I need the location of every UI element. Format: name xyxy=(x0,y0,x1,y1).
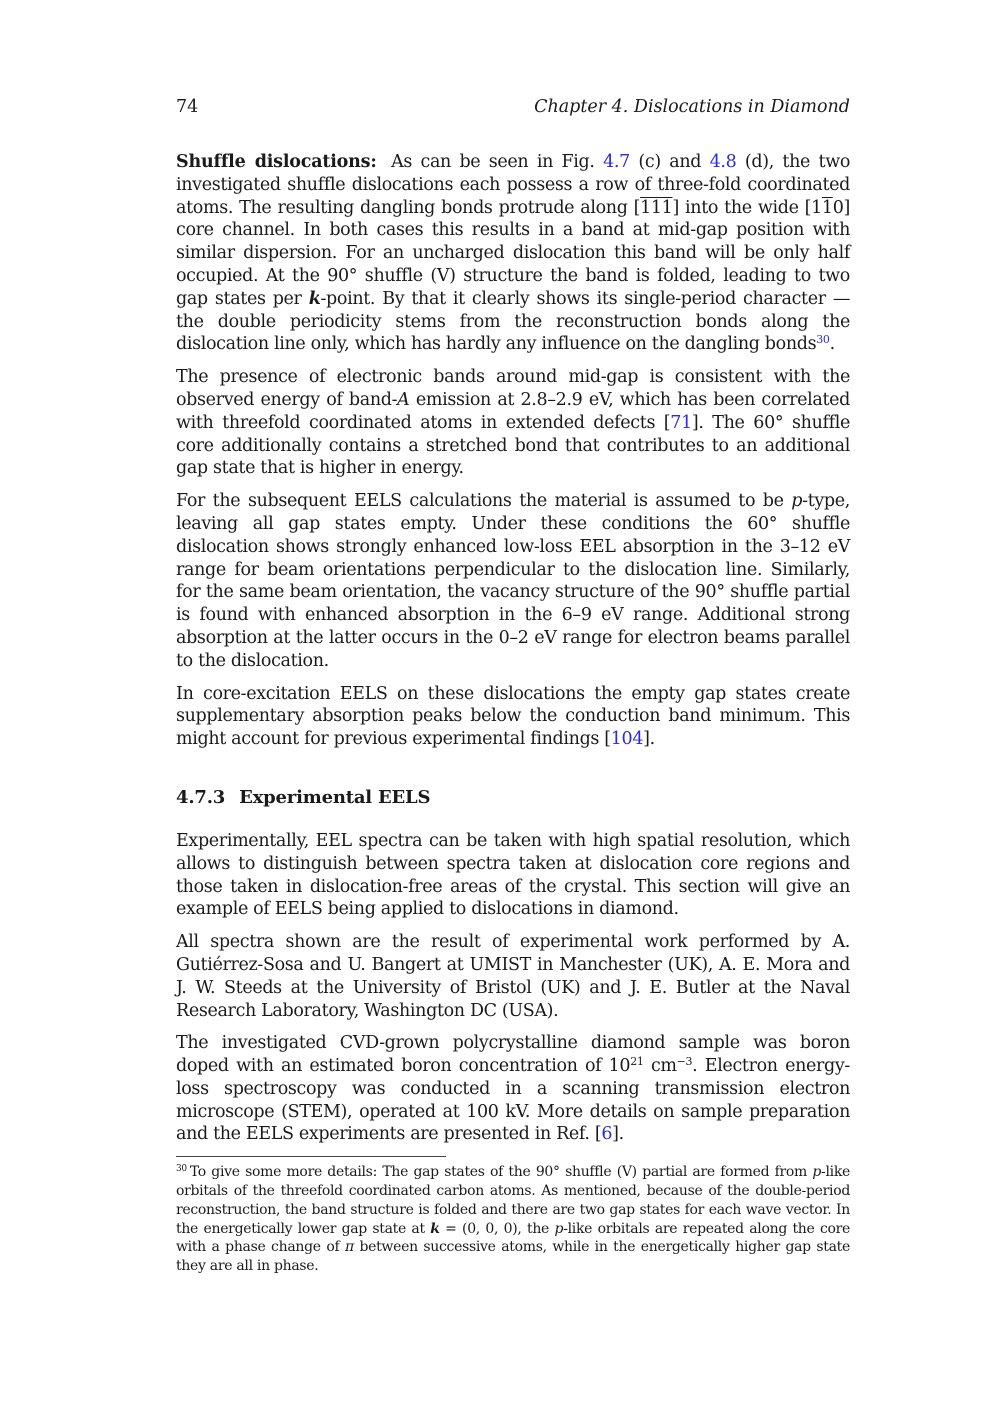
text-run: ]. xyxy=(612,1124,624,1145)
footnote-link-30[interactable]: 30 xyxy=(816,333,830,347)
miller-index-111: 111 xyxy=(640,197,673,218)
figure-link-4-8[interactable]: 4.8 xyxy=(709,152,737,172)
section-number: 4.7.3 xyxy=(176,786,226,808)
running-header xyxy=(176,97,850,127)
footnote-mark: 30 xyxy=(176,1164,187,1175)
citation-link-104[interactable]: 104 xyxy=(610,729,644,750)
text-run: (d), the two investigated shuffle dislocations each possess a row of three-fold coordinated atoms. The resulting dangling bonds protrude along [ xyxy=(176,152,851,218)
k-vector-symbol: k xyxy=(430,1220,440,1237)
p-type-symbol: p xyxy=(791,491,803,512)
text-run: ] into the wide [1 xyxy=(672,197,822,218)
pi-symbol: π xyxy=(344,1239,354,1256)
page-number: 74 xyxy=(176,97,199,117)
paragraph-eels-calculations xyxy=(176,490,850,672)
text-run: In core-excitation EELS on these dislocations the empty gap states create supplementary absorption peaks below the conduction band minimum. This might account for previous experimental findings [ xyxy=(176,683,850,750)
text-run: . Electron energy-loss spectroscopy was conducted in a scanning transmission electron microscope (STEM), operated at 100 kV. More details on sample preparation and the EELS experiments are presented in Ref. [ xyxy=(176,1056,850,1145)
paragraph-core-excitation xyxy=(176,683,850,751)
text-run: -type, leaving all gap states empty. Under these conditions the 60° shuffle dislocation shows strongly enhanced low-loss EEL absorption in the 3–12 eV range for beam orientations perpendicular to the dislocation line. Similarly, for the same beam orientation, the vacancy structure of the 90° shuffle partial is found with enhanced absorption in the 6–9 eV range. Additional strong absorption at the latter occurs in the 0–2 eV range for electron beams parallel to the dislocation. xyxy=(176,491,850,671)
text-run: between successive atoms, while in the energetically higher gap state they are all in phase. xyxy=(176,1239,850,1275)
text-run: emission at 2.8–2.9 eV, which has been correlated with threefold coordinated atoms in extended defects [ xyxy=(176,389,850,433)
paragraph-shuffle-dislocations xyxy=(176,151,850,356)
exponent-minus-3: −3 xyxy=(676,1055,693,1069)
p-orbital-symbol: p xyxy=(554,1220,564,1237)
miller-index-bar-1: 1 xyxy=(821,197,833,218)
exponent-21: 21 xyxy=(630,1055,644,1069)
band-a-symbol: A xyxy=(397,389,410,410)
text-run: -like orbitals of the threefold coordinated carbon atoms. As mentioned, because of the double-period reconstruction, the band structure is folded and there are two gap states for each wave vector. In the energetically lower gap state at xyxy=(176,1164,850,1237)
text-run: To give some more details: The gap states of the 90° shuffle (V) partial are formed from xyxy=(189,1164,813,1181)
document-page xyxy=(176,97,850,1276)
text-run: (c) and xyxy=(638,152,702,172)
footnote-30 xyxy=(176,1163,850,1276)
paragraph-sample-description xyxy=(176,1032,850,1146)
text-run: . xyxy=(829,334,835,355)
text-run: -like orbitals are repeated along the core with a phase change of xyxy=(176,1220,850,1256)
paragraph-acknowledgement: All spectra shown are the result of experimental work performed by A. Gutiérrez-Sosa and U. Bangert at UMIST in Manchester (UK), A. E. Mora and J. W. Steeds at the University of Bristol (UK) and J. E. Butler at the Naval Research Laboratory, Washington DC (USA). xyxy=(176,932,850,1021)
text-run: For the subsequent EELS calculations the material is assumed to be xyxy=(176,491,792,512)
citation-link-6[interactable]: 6 xyxy=(601,1124,613,1145)
figure-link-4-7[interactable]: 4.7 xyxy=(603,152,630,172)
text-run: = (0, 0, 0), the xyxy=(439,1220,555,1237)
footnote-divider xyxy=(176,1156,446,1157)
paragraph-mid-gap-bands xyxy=(176,366,850,480)
text-run: ]. The 60° shuffle core additionally contains a stretched bond that contributes to an additional gap state that is higher in energy. xyxy=(176,412,850,479)
text-run: The presence of electronic bands around mid-gap is consistent with the observed energy of band- xyxy=(176,367,850,410)
text-run: 0] core channel. In both cases this results in a band at mid-gap position with similar dispersion. For an uncharged dislocation this band will be only half occupied. At the 90° shuffle (V) structure the band is folded, leading to two gap states per xyxy=(176,197,850,309)
text-run: The investigated CVD-grown polycrystalline diamond sample was boron doped with an estimated boron concentration of 10 xyxy=(176,1033,850,1077)
text-run: cm xyxy=(643,1056,677,1077)
paragraph-experimental-intro: Experimentally, EEL spectra can be taken with high spatial resolution, which allows to distinguish between spectra taken at dislocation core regions and those taken in dislocation-free areas of the crystal. This section will give an example of EELS being applied to dislocations in diamond. xyxy=(176,830,850,920)
k-vector-symbol: k xyxy=(308,288,321,309)
text-run: ]. xyxy=(643,729,655,750)
text-run: As can be seen in Fig. xyxy=(391,152,595,172)
citation-link-71[interactable]: 71 xyxy=(670,412,692,433)
section-heading xyxy=(176,787,850,808)
paragraph-lead: Shuffle dislocations: xyxy=(176,152,377,172)
chapter-title: Chapter 4. Dislocations in Diamond xyxy=(534,97,850,117)
text-run: -point. By that it clearly shows its single-period character — the double periodicity stems from the reconstruction bonds along the dislocation line only, which has hardly any influence on the dangling bonds xyxy=(176,288,850,355)
p-orbital-symbol: p xyxy=(812,1164,822,1181)
section-title: Experimental EELS xyxy=(239,786,431,808)
